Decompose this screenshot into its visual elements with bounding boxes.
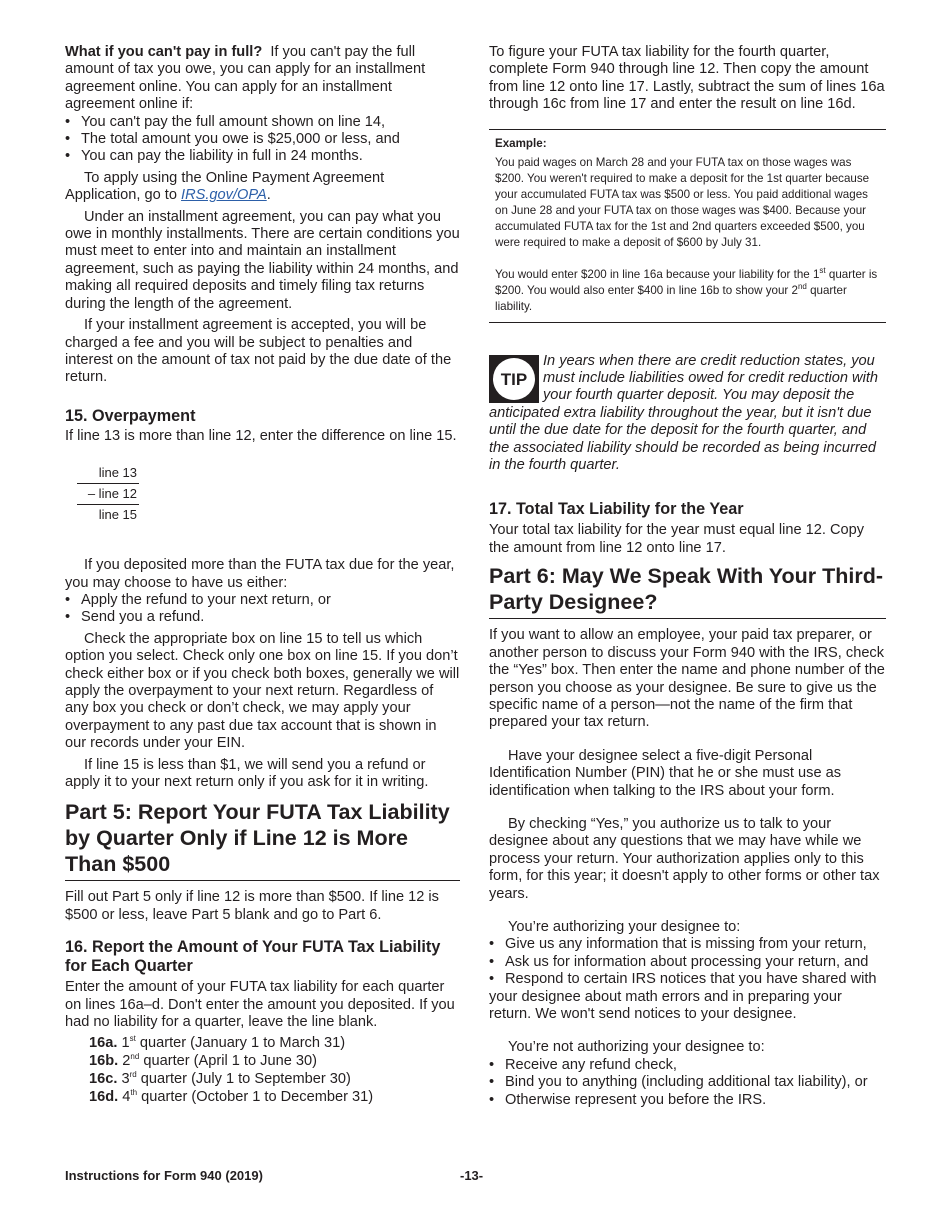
irs-opa-link[interactable]: IRS.gov/OPA [181, 187, 267, 204]
example-paragraph-1: You paid wages on March 28 and your FUTA tax on those wages was $200. You weren't required to make a deposit for the 1st quarter because your accumulated FUTA tax was $500 or less. You paid additional wages on June 28 and your FUTA tax on those wages was $400. Because your accumulated FUTA tax for the 1st and 2nd quarters exceeded $500, you were required to make a deposit of $600 by July 31. [495, 155, 870, 249]
calc-line-13: line 13 [98, 465, 137, 481]
quarter-16a: 16a. 1st quarter (January 1 to March 31) [89, 1034, 346, 1052]
refund-options-list [65, 592, 460, 627]
list-item: • Receive any refund check, [489, 1056, 677, 1073]
fee-paragraph: If your installment agreement is accepted, you will be charged a fee and you will be subject to penalties and interest on the amount of tax not paid by the due date of the return. [65, 317, 452, 386]
section-16-text: Enter the amount of your FUTA tax liability for each quarter on lines 16a–d. Don't enter the amount you deposited. If you had no liability for a quarter, leave the line blank. [65, 979, 455, 1031]
yes-paragraph: By checking “Yes,” you authorize us to talk to your designee about any questions that we may have while we process your return. Your authorization applies only to this form, for this year; it doesn't apply to other forms or other tax years. [489, 815, 880, 902]
quarter-16c: 16c. 3rd quarter (July 1 to September 30) [89, 1070, 351, 1088]
example-title: Example: [495, 136, 547, 150]
example-box [489, 129, 886, 323]
not-authorizing-list [489, 1057, 886, 1109]
installment-intro [65, 44, 460, 114]
intro-heading: What if you can't pay in full? [65, 44, 263, 60]
part-6-heading: Part 6: May We Speak With Your Third-Party Designee? [489, 563, 886, 619]
less-than-1-paragraph: If line 15 is less than $1, we will send you a refund or apply it to your next return only if you ask for it in writing. [65, 756, 429, 790]
check-box-paragraph: Check the appropriate box on line 15 to tell us which option you select. Check only one box on line 15. If you don’t check either box or if you check both boxes, generally we will apply the overpayment to your next return. Regardless of any box you check or don’t check, we may apply your overpayment to any past due tax account that is shown in our records under your EIN. [65, 630, 460, 752]
section-17-heading: 17. Total Tax Liability for the Year [489, 500, 744, 519]
section-17-text: Your total tax liability for the year must equal line 12. Copy the amount from line 12 onto line 17. [489, 522, 865, 556]
tip-text: In years when there are credit reduction states, you must include liabilities owed for credit reduction with your fourth quarter deposit. You may deposit the anticipated extra liability throughout the year, but it isn't due until the due date for the deposit for the fourth quarter, and the associated liability should be recorded as being incurred in the fourth quarter. [489, 352, 879, 474]
left-column [65, 44, 460, 1106]
fourth-quarter-paragraph: To figure your FUTA tax liability for the fourth quarter, complete Form 940 through line 12. Then copy the amount from line 12 onto line 17. Lastly, subtract the sum of lines 16a through 16c from line 17 and enter the result on line 16d. [489, 44, 885, 113]
section-15-text: If line 13 is more than line 12, enter the difference on line 15. [65, 427, 457, 444]
quarter-list [89, 1034, 460, 1106]
list-item: • You can't pay the full amount shown on line 14, [65, 113, 386, 130]
list-item: • Send you a refund. [65, 609, 205, 626]
quarter-16d: 16d. 4th quarter (October 1 to December 31) [89, 1088, 374, 1106]
list-item: • Apply the refund to your next return, or [65, 591, 331, 608]
not-authorizing-intro: You’re not authorizing your designee to: [508, 1039, 765, 1056]
part-6-text: If you want to allow an employee, your paid tax preparer, or another person to discuss your Form 940 with the IRS, check the “Yes” box. Then enter the name and phone number of the person you choose as your designee. Be sure to give us the specific name of a person—not the name of the firm that prepared your tax return. [489, 627, 885, 731]
calc-line-12: – line 12 [77, 483, 139, 505]
tip-icon [489, 355, 539, 403]
part-5-heading: Part 5: Report Your FUTA Tax Liability by Quarter Only if Line 12 is More Than $500 [65, 799, 460, 881]
part-5-text: Fill out Part 5 only if line 12 is more than $500. If line 12 is $500 or less, leave Part 5 blank and go to Part 6. [65, 889, 439, 923]
list-item: • Bind you to anything (including additional tax liability), or [489, 1074, 868, 1091]
list-item: • Ask us for information about processing your return, and [489, 953, 869, 970]
installment-paragraph: Under an installment agreement, you can pay what you owe in monthly installments. There are certain conditions you must meet to enter into and maintain an installment agreement, such as paying the liability within 24 months, and making all required deposits and timely filing tax returns during the length of the agreement. [65, 208, 460, 312]
quarter-16b: 16b. 2nd quarter (April 1 to June 30) [89, 1052, 317, 1070]
calc-line-15: line 15 [98, 507, 137, 523]
authorizing-list [489, 936, 886, 1023]
tip-box [489, 353, 886, 475]
right-column [489, 44, 886, 1109]
example-paragraph-2: You would enter $200 in line 16a because your liability for the 1st quarter is $200. You would also enter $400 in line 16b to show your 2nd quarter liability. [495, 265, 878, 313]
opa-paragraph: To apply using the Online Payment Agreement Application, go to IRS.gov/OPA. [65, 169, 385, 204]
list-item: • The total amount you owe is $25,000 or less, and [65, 131, 400, 148]
footer-page-number: -13- [460, 1168, 484, 1183]
footer-document-title: Instructions for Form 940 (2019) [65, 1168, 263, 1183]
list-item: • Give us any information that is missing from your return, [489, 936, 867, 953]
pin-paragraph: Have your designee select a five-digit Personal Identification Number (PIN) that he or she must use as identification when talking to the IRS about your form. [489, 747, 842, 799]
overpayment-calculation [77, 463, 139, 525]
installment-conditions-list [65, 114, 460, 166]
list-item: • You can pay the liability in full in 24 months. [65, 148, 363, 165]
svg-text:TIP: TIP [500, 369, 528, 389]
authorizing-intro: You’re authorizing your designee to: [508, 918, 741, 935]
section-16-heading: 16. Report the Amount of Your FUTA Tax Liability for Each Quarter [65, 938, 441, 976]
section-15-heading: 15. Overpayment [65, 406, 196, 425]
intro-text: If you can't pay the full amount of tax you owe, you can apply for an installment agreement online. You can apply for an installment agreement online if: [65, 44, 426, 113]
list-item: • Respond to certain IRS notices that you have shared with your designee about math errors and in preparing your return. We won't send notices to your designee. [489, 971, 877, 1022]
deposited-paragraph: If you deposited more than the FUTA tax due for the year, you may choose to have us either: [65, 557, 455, 591]
list-item: • Otherwise represent you before the IRS. [489, 1091, 767, 1108]
